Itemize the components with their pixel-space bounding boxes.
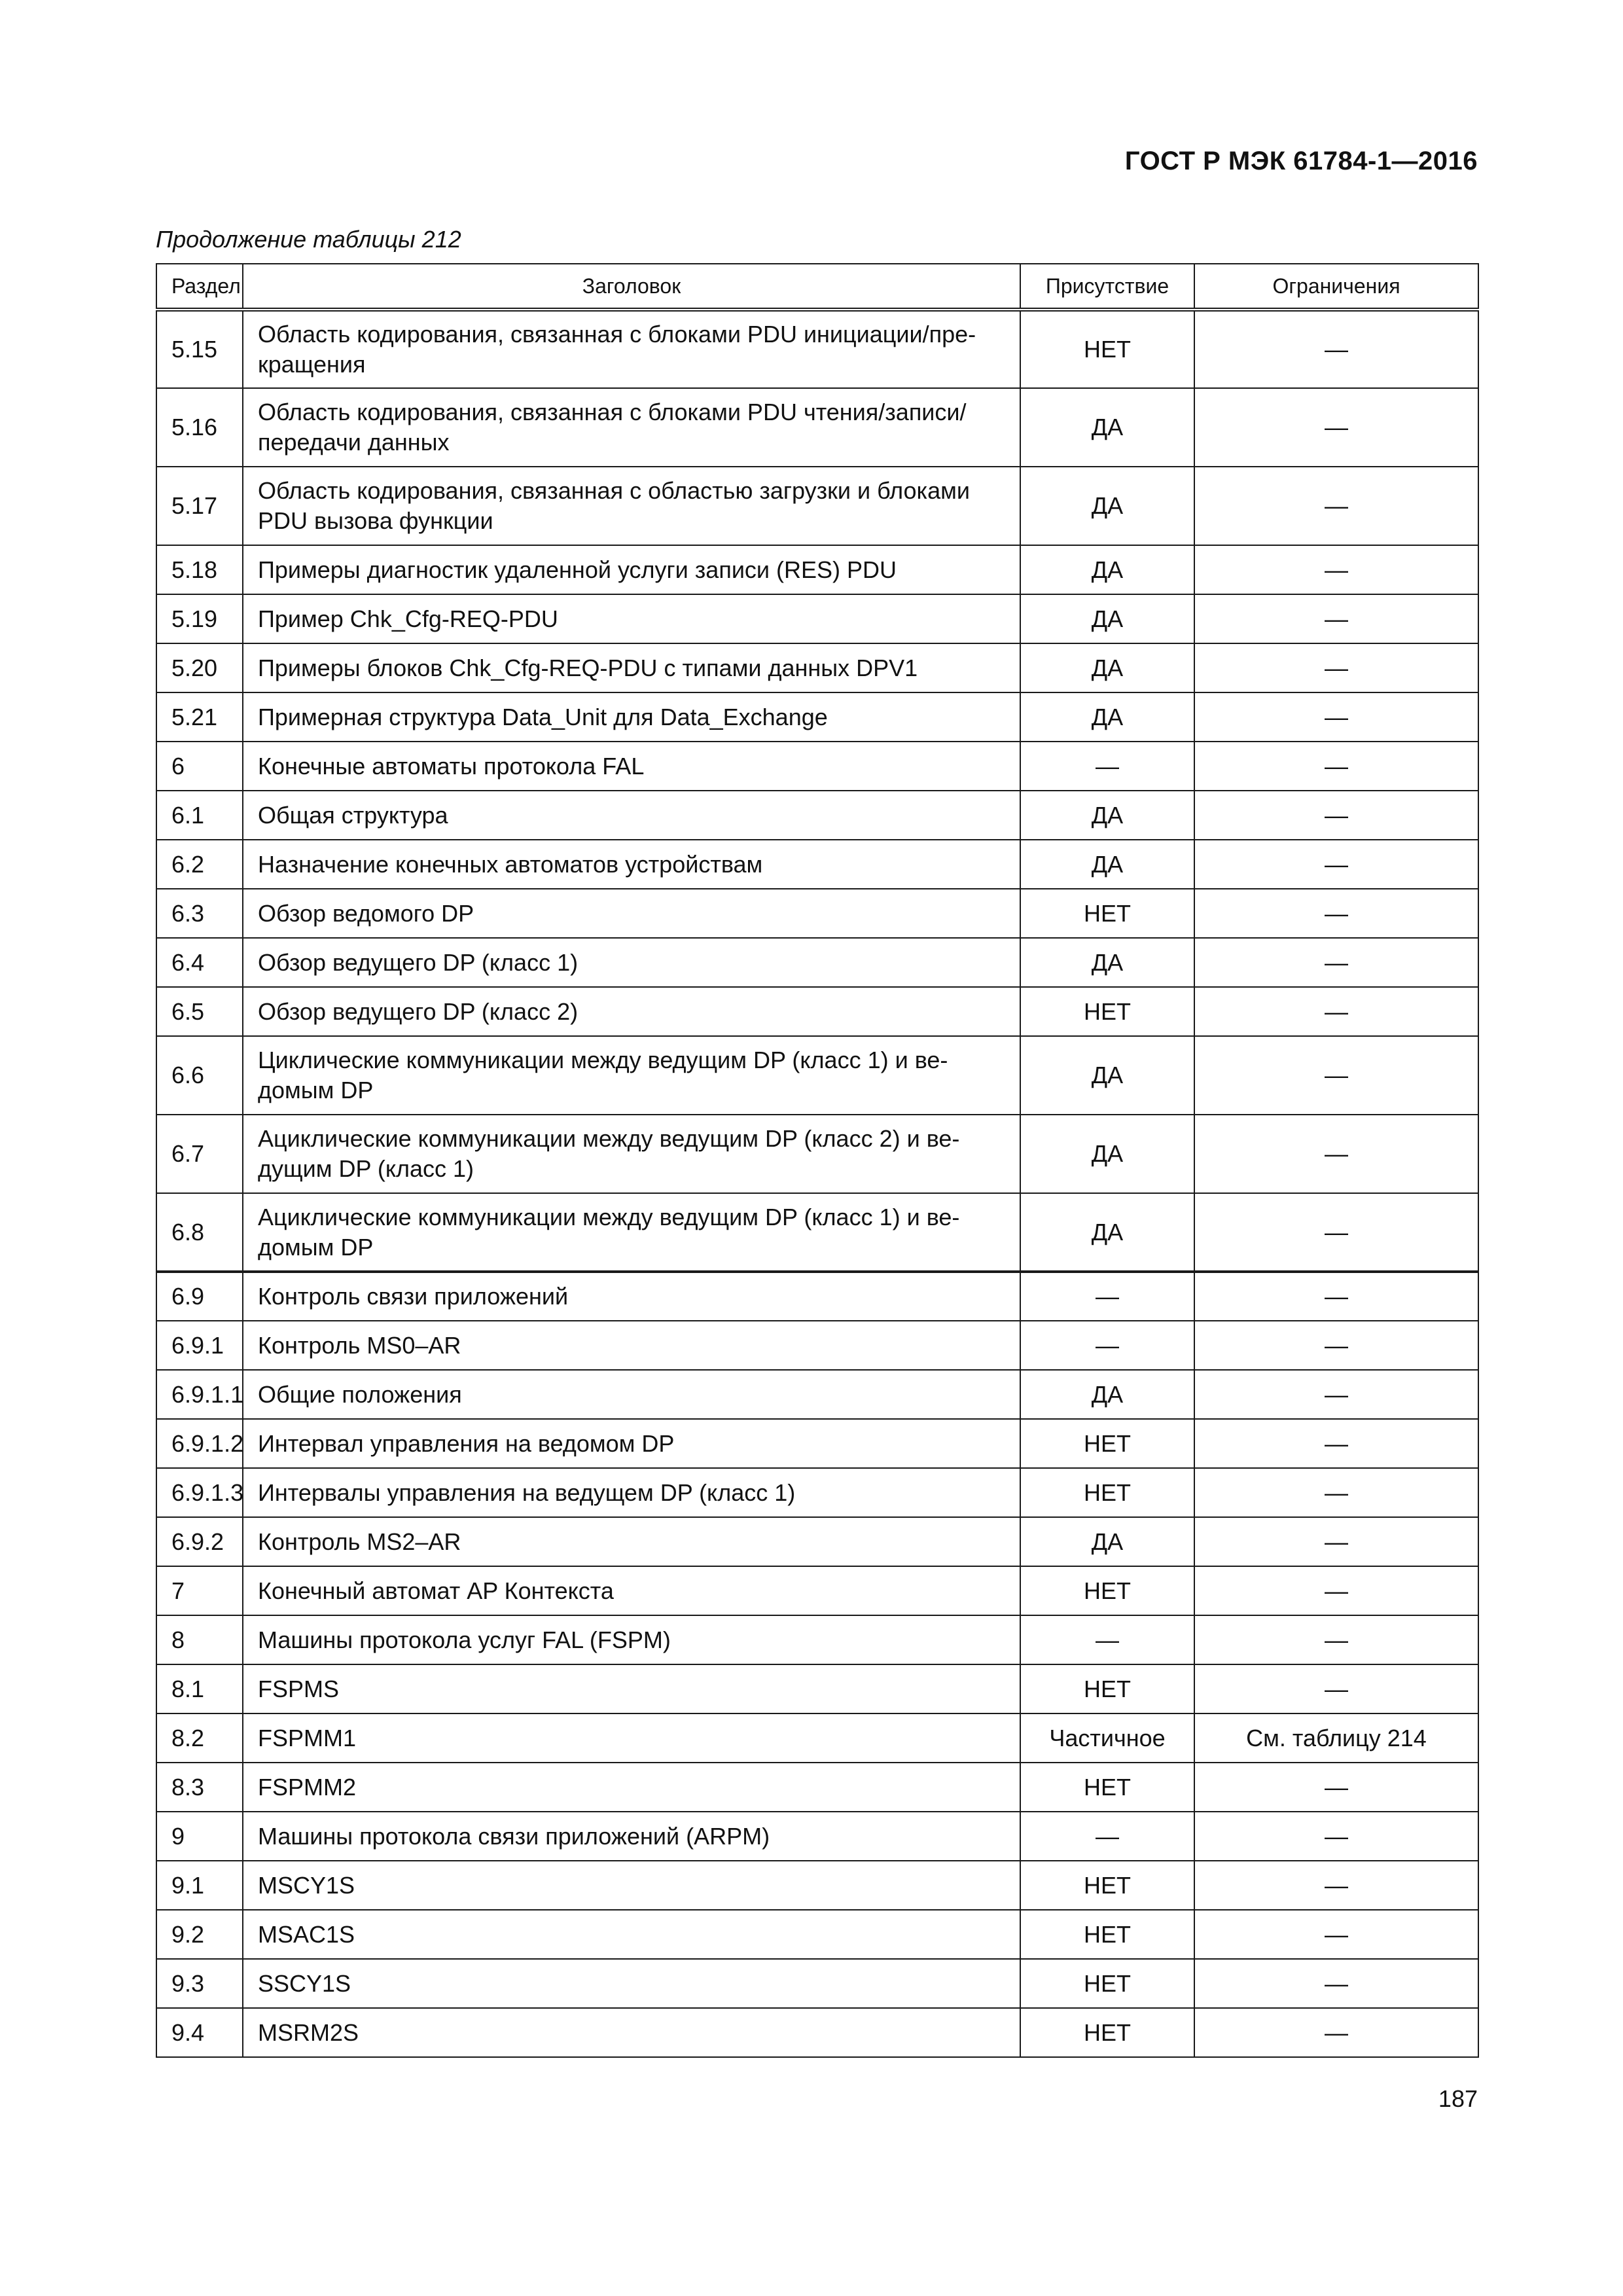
cell-section: 9 xyxy=(156,1812,243,1861)
cell-limits: — xyxy=(1194,1861,1478,1910)
cell-title: Общая структура xyxy=(243,791,1020,840)
cell-limits: — xyxy=(1194,987,1478,1036)
cell-title: Обзор ведущего DP (класс 2) xyxy=(243,987,1020,1036)
cell-title: Область кодирования, связанная с блоками PDU чтения/записи/передачи данных xyxy=(243,388,1020,467)
cell-presence: НЕТ xyxy=(1020,889,1194,938)
cell-presence: НЕТ xyxy=(1020,310,1194,388)
cell-section: 8.3 xyxy=(156,1763,243,1812)
cell-section: 6.8 xyxy=(156,1193,243,1272)
table-row xyxy=(156,545,1478,594)
cell-limits: — xyxy=(1194,1419,1478,1468)
table-caption: Продолжение таблицы 212 xyxy=(156,226,461,253)
table-row xyxy=(156,594,1478,643)
cell-limits: — xyxy=(1194,1517,1478,1566)
cell-limits: — xyxy=(1194,388,1478,467)
cell-presence: НЕТ xyxy=(1020,1664,1194,1713)
cell-section: 5.15 xyxy=(156,310,243,388)
cell-section: 6.3 xyxy=(156,889,243,938)
cell-title: Область кодирования, связанная с областью загрузки и блоками PDU вызова функции xyxy=(243,467,1020,545)
cell-title: Примеры блоков Chk_Cfg-REQ-PDU с типами данных DPV1 xyxy=(243,643,1020,692)
cell-limits: — xyxy=(1194,467,1478,545)
table-row xyxy=(156,791,1478,840)
table-row xyxy=(156,1713,1478,1763)
cell-section: 9.2 xyxy=(156,1910,243,1959)
cell-limits: — xyxy=(1194,1664,1478,1713)
cell-presence: — xyxy=(1020,742,1194,791)
column-header-title: Заголовок xyxy=(243,264,1020,310)
cell-presence: ДА xyxy=(1020,1193,1194,1272)
cell-section: 5.18 xyxy=(156,545,243,594)
cell-limits: — xyxy=(1194,1321,1478,1370)
table-row xyxy=(156,1370,1478,1419)
cell-title: Область кодирования, связанная с блоками PDU инициации/пре-кращения xyxy=(243,310,1020,388)
cell-presence: НЕТ xyxy=(1020,1566,1194,1615)
column-header-presence: Присутствие xyxy=(1020,264,1194,310)
cell-title: Примеры диагностик удаленной услуги записи (RES) PDU xyxy=(243,545,1020,594)
table-row xyxy=(156,1664,1478,1713)
cell-title: MSRM2S xyxy=(243,2008,1020,2057)
cell-presence: ДА xyxy=(1020,643,1194,692)
cell-section: 7 xyxy=(156,1566,243,1615)
cell-limits: — xyxy=(1194,840,1478,889)
cell-limits: — xyxy=(1194,938,1478,987)
table-row xyxy=(156,1812,1478,1861)
cell-title: FSPMS xyxy=(243,1664,1020,1713)
table-row xyxy=(156,2008,1478,2057)
table-row xyxy=(156,840,1478,889)
table-row xyxy=(156,1115,1478,1193)
cell-section: 6.9.1.2 xyxy=(156,1419,243,1468)
cell-title: Контроль MS0–AR xyxy=(243,1321,1020,1370)
requirements-table xyxy=(156,263,1479,2058)
cell-section: 9.3 xyxy=(156,1959,243,2008)
cell-limits: — xyxy=(1194,545,1478,594)
cell-limits: — xyxy=(1194,643,1478,692)
table-row xyxy=(156,310,1478,388)
cell-title: Конечный автомат AP Контекста xyxy=(243,1566,1020,1615)
cell-title: Общие положения xyxy=(243,1370,1020,1419)
cell-section: 6.9.1.3 xyxy=(156,1468,243,1517)
cell-limits: — xyxy=(1194,1566,1478,1615)
cell-presence: ДА xyxy=(1020,1115,1194,1193)
table-row xyxy=(156,1468,1478,1517)
cell-limits: — xyxy=(1194,1615,1478,1664)
cell-limits: — xyxy=(1194,1193,1478,1272)
cell-section: 6.2 xyxy=(156,840,243,889)
page-number: 187 xyxy=(1438,2085,1478,2112)
cell-section: 9.1 xyxy=(156,1861,243,1910)
cell-presence: НЕТ xyxy=(1020,987,1194,1036)
cell-presence: ДА xyxy=(1020,1370,1194,1419)
cell-presence: ДА xyxy=(1020,692,1194,742)
cell-limits: — xyxy=(1194,1370,1478,1419)
cell-section: 6.6 xyxy=(156,1036,243,1115)
cell-title: SSCY1S xyxy=(243,1959,1020,2008)
table-body xyxy=(156,310,1478,2057)
cell-title: Машины протокола услуг FAL (FSPM) xyxy=(243,1615,1020,1664)
cell-limits: — xyxy=(1194,1910,1478,1959)
cell-section: 6.7 xyxy=(156,1115,243,1193)
cell-presence: — xyxy=(1020,1272,1194,1321)
table-row xyxy=(156,1321,1478,1370)
cell-title: Ациклические коммуникации между ведущим DP (класс 1) и ве-домым DP xyxy=(243,1193,1020,1272)
cell-limits: — xyxy=(1194,1272,1478,1321)
cell-section: 6 xyxy=(156,742,243,791)
cell-section: 6.9.1.1 xyxy=(156,1370,243,1419)
cell-presence: ДА xyxy=(1020,467,1194,545)
document-header: ГОСТ Р МЭК 61784-1—2016 xyxy=(1124,147,1478,175)
table-row xyxy=(156,1517,1478,1566)
cell-limits: — xyxy=(1194,1036,1478,1115)
cell-section: 8.1 xyxy=(156,1664,243,1713)
cell-presence: ДА xyxy=(1020,545,1194,594)
table-row xyxy=(156,1272,1478,1321)
cell-title: MSCY1S xyxy=(243,1861,1020,1910)
table-row xyxy=(156,1910,1478,1959)
cell-title: Интервалы управления на ведущем DP (класс 1) xyxy=(243,1468,1020,1517)
cell-section: 8 xyxy=(156,1615,243,1664)
cell-section: 6.5 xyxy=(156,987,243,1036)
cell-presence: НЕТ xyxy=(1020,1468,1194,1517)
cell-presence: ДА xyxy=(1020,388,1194,467)
cell-section: 6.4 xyxy=(156,938,243,987)
table-row xyxy=(156,1419,1478,1468)
cell-presence: ДА xyxy=(1020,938,1194,987)
cell-presence: НЕТ xyxy=(1020,1959,1194,2008)
cell-title: Интервал управления на ведомом DP xyxy=(243,1419,1020,1468)
table-header-row xyxy=(156,264,1478,310)
cell-presence: ДА xyxy=(1020,840,1194,889)
cell-limits: — xyxy=(1194,1115,1478,1193)
cell-presence: НЕТ xyxy=(1020,1910,1194,1959)
cell-presence: ДА xyxy=(1020,1036,1194,1115)
cell-limits: — xyxy=(1194,2008,1478,2057)
cell-title: Циклические коммуникации между ведущим DP (класс 1) и ве-домым DP xyxy=(243,1036,1020,1115)
cell-section: 6.9.1 xyxy=(156,1321,243,1370)
cell-section: 6.1 xyxy=(156,791,243,840)
cell-presence: ДА xyxy=(1020,791,1194,840)
cell-limits: — xyxy=(1194,692,1478,742)
cell-presence: НЕТ xyxy=(1020,1763,1194,1812)
cell-presence: НЕТ xyxy=(1020,1419,1194,1468)
cell-section: 9.4 xyxy=(156,2008,243,2057)
cell-limits: — xyxy=(1194,889,1478,938)
cell-title: Контроль MS2–AR xyxy=(243,1517,1020,1566)
table-row xyxy=(156,742,1478,791)
cell-presence: — xyxy=(1020,1812,1194,1861)
cell-section: 5.21 xyxy=(156,692,243,742)
cell-section: 5.19 xyxy=(156,594,243,643)
cell-presence: ДА xyxy=(1020,594,1194,643)
cell-title: Обзор ведомого DP xyxy=(243,889,1020,938)
cell-limits: — xyxy=(1194,1812,1478,1861)
table-row xyxy=(156,889,1478,938)
cell-presence: ДА xyxy=(1020,1517,1194,1566)
cell-section: 6.9 xyxy=(156,1272,243,1321)
cell-title: MSAC1S xyxy=(243,1910,1020,1959)
cell-limits: — xyxy=(1194,1763,1478,1812)
table-row xyxy=(156,1959,1478,2008)
cell-title: Машины протокола связи приложений (ARPM) xyxy=(243,1812,1020,1861)
cell-limits: — xyxy=(1194,1959,1478,2008)
table-row xyxy=(156,1615,1478,1664)
cell-title: Ациклические коммуникации между ведущим DP (класс 2) и ве-дущим DP (класс 1) xyxy=(243,1115,1020,1193)
table-row xyxy=(156,692,1478,742)
cell-presence: — xyxy=(1020,1615,1194,1664)
cell-title: Контроль связи приложений xyxy=(243,1272,1020,1321)
column-header-limits: Ограничения xyxy=(1194,264,1478,310)
table-row xyxy=(156,1861,1478,1910)
cell-presence: Частичное xyxy=(1020,1713,1194,1763)
cell-limits: — xyxy=(1194,791,1478,840)
cell-title: Примерная структура Data_Unit для Data_Exchange xyxy=(243,692,1020,742)
table-row xyxy=(156,1566,1478,1615)
table-row xyxy=(156,987,1478,1036)
cell-title: FSPMM2 xyxy=(243,1763,1020,1812)
table-row xyxy=(156,388,1478,467)
table-row xyxy=(156,643,1478,692)
cell-section: 6.9.2 xyxy=(156,1517,243,1566)
cell-limits: — xyxy=(1194,310,1478,388)
table-row xyxy=(156,1193,1478,1272)
cell-section: 5.16 xyxy=(156,388,243,467)
cell-section: 5.20 xyxy=(156,643,243,692)
cell-presence: — xyxy=(1020,1321,1194,1370)
cell-limits: — xyxy=(1194,742,1478,791)
cell-limits: — xyxy=(1194,594,1478,643)
cell-title: Пример Chk_Cfg-REQ-PDU xyxy=(243,594,1020,643)
cell-presence: НЕТ xyxy=(1020,1861,1194,1910)
cell-title: FSPMM1 xyxy=(243,1713,1020,1763)
cell-section: 5.17 xyxy=(156,467,243,545)
cell-title: Назначение конечных автоматов устройствам xyxy=(243,840,1020,889)
table-row xyxy=(156,1763,1478,1812)
column-header-section: Раздел xyxy=(156,264,243,310)
cell-limits: — xyxy=(1194,1468,1478,1517)
table-row xyxy=(156,1036,1478,1115)
cell-limits: См. таблицу 214 xyxy=(1194,1713,1478,1763)
table-row xyxy=(156,467,1478,545)
table-row xyxy=(156,938,1478,987)
cell-title: Обзор ведущего DP (класс 1) xyxy=(243,938,1020,987)
cell-title: Конечные автоматы протокола FAL xyxy=(243,742,1020,791)
cell-presence: НЕТ xyxy=(1020,2008,1194,2057)
cell-section: 8.2 xyxy=(156,1713,243,1763)
